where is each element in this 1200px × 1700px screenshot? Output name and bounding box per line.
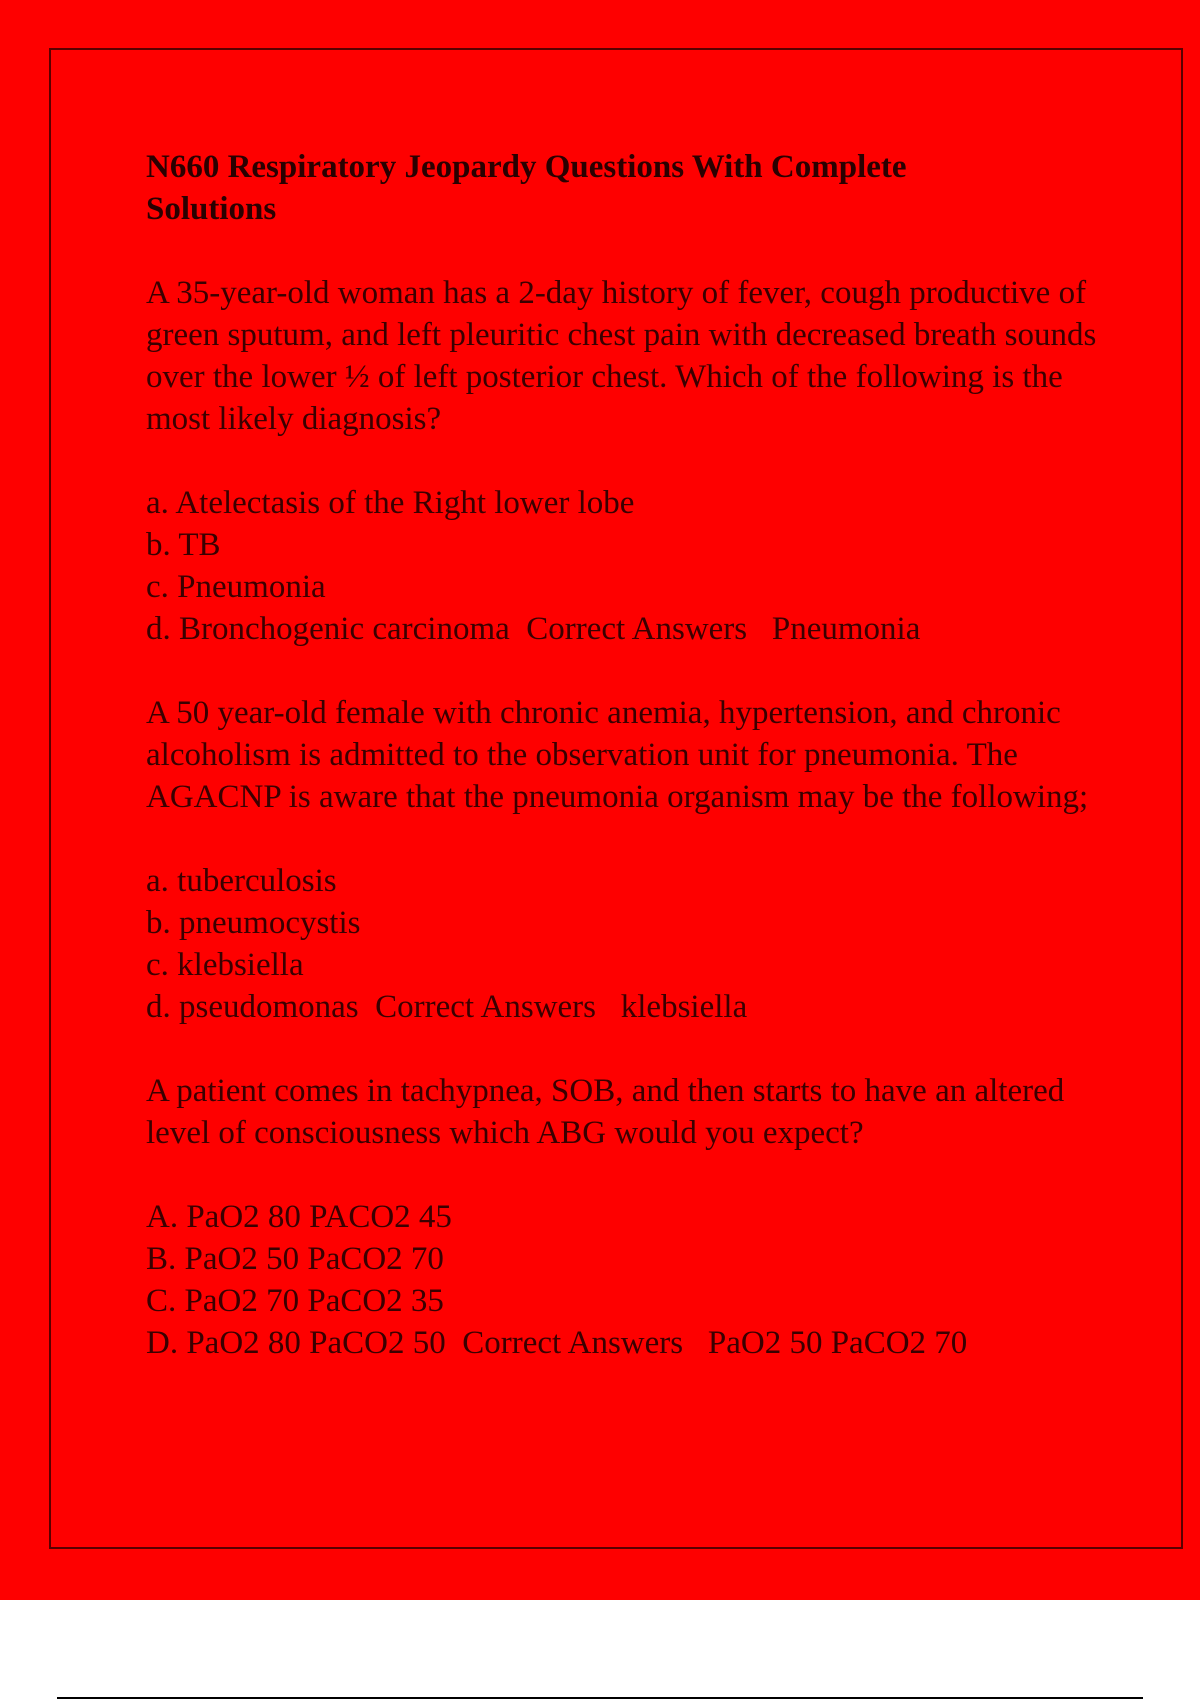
question-stem: A 35-year-old woman has a 2-day history of fever, cough productive of green sputum, and left pleuritic chest pain with decreased breath sounds over the lower ½ of left posterior chest. Which of the following is the most likely diagnosis? [146,275,1097,437]
document-content [146,146,1126,1406]
question-stem: A 50 year-old female with chronic anemia, hypertension, and chronic alcoholism is admitted to the observation unit for pneumonia. The AGACNP is aware that the pneumonia organism may be the following; [146,695,1089,815]
question-1 [146,272,1126,650]
question-2 [146,692,1126,1028]
answer-options [146,482,1126,650]
answer-option: c. klebsiella [146,947,304,983]
answer-option-with-correct-answer: D. PaO2 80 PaCO2 50 Correct Answers PaO2 50 PaCO2 70 [146,1325,968,1361]
answer-options [146,860,1126,1028]
answer-option: A. PaO2 80 PACO2 45 [146,1199,452,1235]
answer-option: c. Pneumonia [146,569,326,605]
question-3 [146,1070,1126,1364]
answer-option: B. PaO2 50 PaCO2 70 [146,1241,444,1277]
page-divider-line [57,1697,1143,1699]
answer-option: a. Atelectasis of the Right lower lobe [146,485,635,521]
document-title: N660 Respiratory Jeopardy Questions With Complete Solutions [146,149,907,227]
answer-option: C. PaO2 70 PaCO2 35 [146,1283,444,1319]
answer-option: b. TB [146,527,221,563]
answer-options [146,1196,1126,1364]
answer-option: a. tuberculosis [146,863,337,899]
answer-option: b. pneumocystis [146,905,361,941]
answer-option-with-correct-answer: d. Bronchogenic carcinoma Correct Answers Pneumonia [146,611,921,647]
question-stem: A patient comes in tachypnea, SOB, and then starts to have an altered level of consciousness which ABG would you expect? [146,1073,1065,1151]
answer-option-with-correct-answer: d. pseudomonas Correct Answers klebsiella [146,989,748,1025]
